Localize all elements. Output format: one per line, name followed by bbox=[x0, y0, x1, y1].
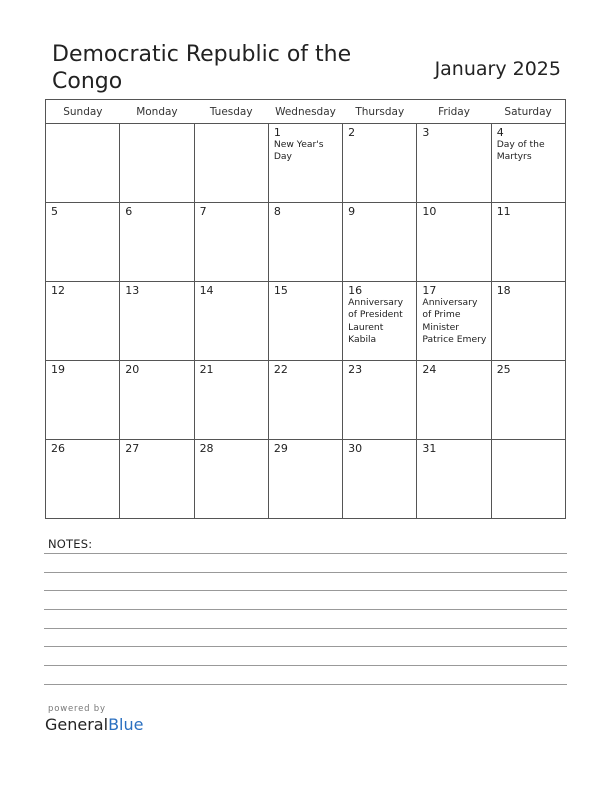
day-number: 9 bbox=[348, 205, 356, 218]
day-cell bbox=[343, 203, 417, 282]
day-number: 16 bbox=[348, 284, 363, 297]
day-number: 20 bbox=[125, 363, 140, 376]
calendar-title: Democratic Republic of the Congo bbox=[52, 42, 352, 94]
day-cell bbox=[194, 282, 268, 361]
notes-label: NOTES: bbox=[48, 537, 93, 551]
day-number: 2 bbox=[348, 126, 356, 139]
holiday-label: Anniversary of Prime Minister Patrice Emery bbox=[422, 297, 487, 345]
day-number: 21 bbox=[199, 363, 214, 376]
day-cell bbox=[417, 440, 491, 519]
day-cell bbox=[120, 282, 194, 361]
day-number: 25 bbox=[496, 363, 511, 376]
day-number: 31 bbox=[422, 442, 437, 455]
day-cell bbox=[46, 440, 120, 519]
brand-name bbox=[45, 715, 143, 735]
day-number: 11 bbox=[496, 205, 511, 218]
day-number: 30 bbox=[348, 442, 363, 455]
day-cell bbox=[194, 124, 268, 203]
day-cell bbox=[46, 361, 120, 440]
day-cell bbox=[194, 203, 268, 282]
day-number: 4 bbox=[496, 126, 504, 139]
day-number: 17 bbox=[422, 284, 437, 297]
day-cell bbox=[491, 440, 565, 519]
day-cell bbox=[268, 124, 342, 203]
notes-line bbox=[44, 590, 567, 591]
day-number: 22 bbox=[273, 363, 288, 376]
powered-by-text: powered by bbox=[48, 704, 106, 714]
day-number: 15 bbox=[273, 284, 288, 297]
week-row bbox=[46, 124, 566, 203]
day-number: 27 bbox=[125, 442, 140, 455]
day-cell bbox=[491, 361, 565, 440]
notes-line bbox=[44, 553, 567, 554]
day-cell bbox=[491, 282, 565, 361]
notes-line bbox=[44, 684, 567, 685]
day-cell bbox=[417, 124, 491, 203]
generalblue-logo bbox=[45, 704, 143, 735]
notes-line bbox=[44, 665, 567, 666]
brand-name-blue: Blue bbox=[108, 715, 144, 734]
day-number: 5 bbox=[51, 205, 58, 218]
notes-line bbox=[44, 628, 567, 629]
day-cell bbox=[268, 282, 342, 361]
week-row bbox=[46, 203, 566, 282]
day-number: 8 bbox=[273, 205, 281, 218]
weekday-header: Monday bbox=[120, 100, 194, 124]
day-number: 14 bbox=[199, 284, 214, 297]
weekday-header: Saturday bbox=[491, 100, 565, 124]
day-number: 18 bbox=[496, 284, 511, 297]
notes-line bbox=[44, 646, 567, 647]
day-cell bbox=[46, 203, 120, 282]
day-cell bbox=[268, 361, 342, 440]
weekday-header-row bbox=[46, 100, 566, 124]
day-cell bbox=[194, 361, 268, 440]
day-cell bbox=[46, 124, 120, 203]
day-cell bbox=[417, 282, 491, 361]
week-row bbox=[46, 440, 566, 519]
weekday-header: Tuesday bbox=[194, 100, 268, 124]
holiday-label: Anniversary of President Laurent Kabila bbox=[348, 297, 404, 345]
day-cell bbox=[194, 440, 268, 519]
day-number: 19 bbox=[51, 363, 65, 376]
day-cell bbox=[491, 124, 565, 203]
weekday-header: Sunday bbox=[46, 100, 120, 124]
day-cell bbox=[120, 124, 194, 203]
week-row bbox=[46, 282, 566, 361]
day-cell bbox=[120, 361, 194, 440]
day-number: 6 bbox=[125, 205, 133, 218]
day-number: 29 bbox=[273, 442, 288, 455]
brand-name-general: General bbox=[45, 715, 109, 734]
day-number: 10 bbox=[422, 205, 437, 218]
holiday-label: New Year's Day bbox=[273, 139, 324, 163]
day-cell bbox=[120, 440, 194, 519]
day-cell bbox=[417, 361, 491, 440]
weekday-header: Friday bbox=[417, 100, 491, 124]
day-cell bbox=[268, 440, 342, 519]
day-cell bbox=[343, 440, 417, 519]
notes-line bbox=[44, 609, 567, 610]
day-number: 13 bbox=[125, 284, 140, 297]
day-cell bbox=[268, 203, 342, 282]
notes-line bbox=[44, 572, 567, 573]
day-cell bbox=[343, 124, 417, 203]
day-cell bbox=[46, 282, 120, 361]
day-number: 3 bbox=[422, 126, 430, 139]
day-number: 12 bbox=[51, 284, 65, 297]
day-cell bbox=[491, 203, 565, 282]
day-cell bbox=[120, 203, 194, 282]
month-year-label: January 2025 bbox=[434, 58, 561, 80]
weekday-header: Thursday bbox=[343, 100, 417, 124]
day-cell bbox=[417, 203, 491, 282]
day-number: 28 bbox=[199, 442, 214, 455]
day-number: 7 bbox=[199, 205, 207, 218]
day-number: 26 bbox=[51, 442, 65, 455]
holiday-label: Day of the Martyrs bbox=[496, 139, 545, 163]
day-number: 23 bbox=[348, 363, 363, 376]
day-cell bbox=[343, 282, 417, 361]
day-number: 1 bbox=[273, 126, 281, 139]
week-row bbox=[46, 361, 566, 440]
day-number: 24 bbox=[422, 363, 437, 376]
day-cell bbox=[343, 361, 417, 440]
weekday-header: Wednesday bbox=[268, 100, 342, 124]
calendar-grid bbox=[45, 99, 566, 519]
